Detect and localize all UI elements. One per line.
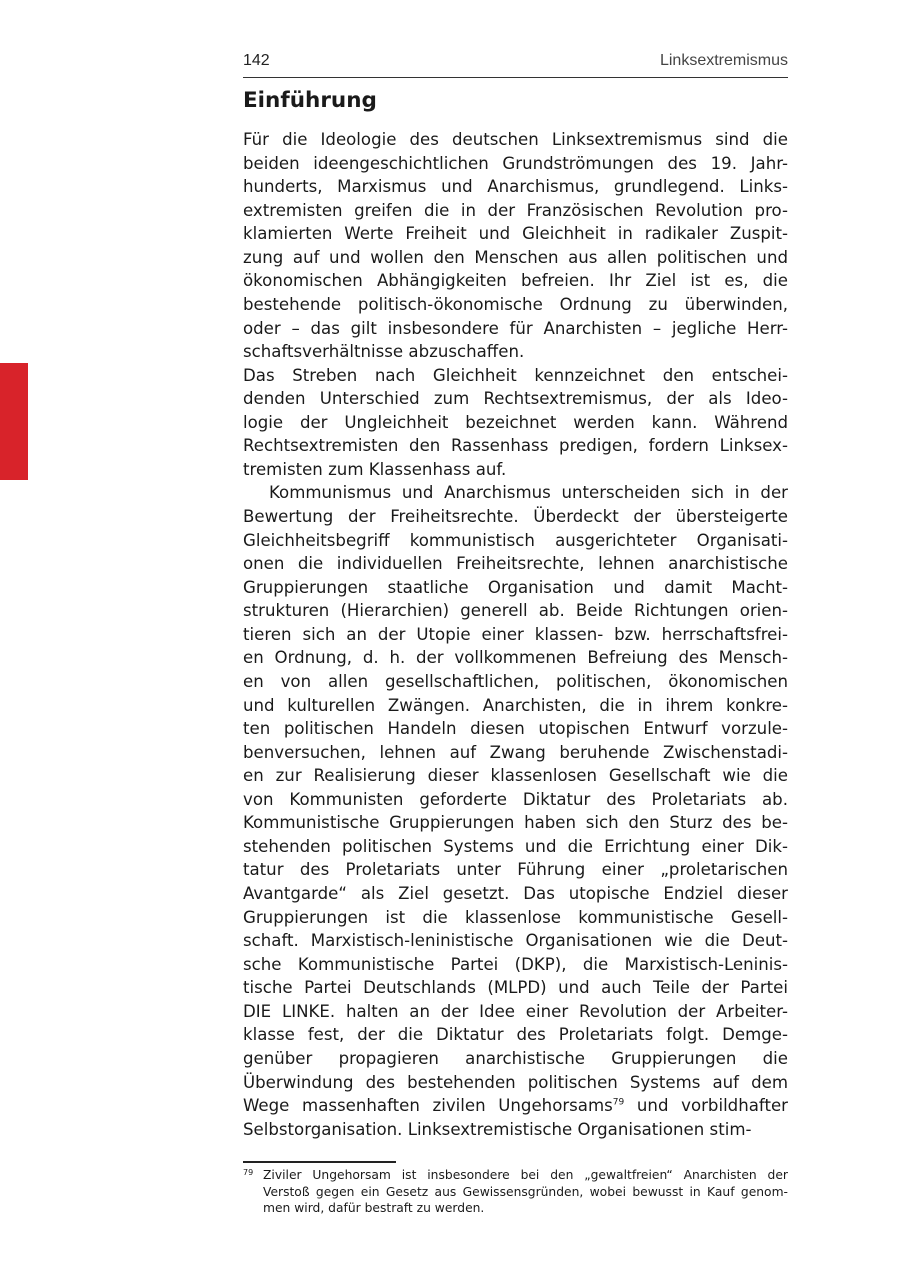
body-line: Bewertung der Freiheitsrechte. Überdeckt der übersteigerte: [243, 507, 788, 526]
body-line: hunderts, Marxismus und Anarchismus, grundlegend. Links-: [243, 177, 788, 197]
body-line: klamierten Werte Freiheit und Gleichheit in radikaler Zuspit-: [243, 224, 788, 244]
footnote-rule: [243, 1161, 396, 1163]
body-line: ten politischen Handeln diesen utopischen Entwurf vorzule-: [243, 719, 788, 739]
body-line: Kommunistische Gruppierungen haben sich den Sturz des be-: [243, 813, 788, 833]
body-line: extremisten greifen die in der Französischen Revolution pro-: [243, 200, 788, 220]
footnote-line: Verstoß gegen ein Gesetz aus Gewissensgründen, wobei bewusst in Kauf genom-: [263, 1184, 788, 1199]
body-line: bestehende politisch-ökonomische Ordnung zu überwinden,: [243, 294, 788, 314]
chapter-tab-marker: [0, 363, 28, 480]
footnote-reference[interactable]: 79: [612, 1097, 625, 1108]
footnote-line: men wird, dafür bestraft zu werden.: [263, 1201, 485, 1215]
body-line: DIE LINKE. halten an der Idee einer Revolution der Arbeiter-: [243, 1001, 788, 1021]
body-line: tische Partei Deutschlands (MLPD) und auch Teile der Partei: [243, 978, 788, 998]
body-line: benversuchen, lehnen auf Zwang beruhende Zwischenstadi-: [243, 742, 788, 762]
body-line: tatur des Proletariats unter Führung einer „proletarischen: [243, 860, 788, 880]
body-text: [243, 128, 788, 1141]
footnote-line: Ziviler Ungehorsam ist insbesondere bei den „gewaltfreien“ Anarchisten der: [263, 1168, 788, 1182]
section-heading: Einführung: [243, 88, 377, 113]
body-line: Kommunismus und Anarchismus unterscheiden sich in der: [269, 483, 788, 503]
body-line: oder – das gilt insbesondere für Anarchisten – jegliche Herr-: [243, 318, 788, 338]
body-line: Avantgarde“ als Ziel gesetzt. Das utopische Endziel dieser: [243, 884, 788, 903]
body-line: beiden ideengeschichtlichen Grundströmungen des 19. Jahr-: [243, 153, 788, 173]
body-line: logie der Ungleichheit bezeichnet werden kann. Während: [243, 412, 788, 432]
body-line: en zur Realisierung dieser klassenlosen Gesellschaft wie die: [243, 766, 788, 786]
body-line: Gleichheitsbegriff kommunistisch ausgerichteter Organisati-: [243, 530, 788, 550]
body-line: Wege massenhaften zivilen Ungehorsams$^{79}$ und vorbildhafter: [243, 1096, 788, 1116]
body-line: denden Unterschied zum Rechtsextremismus, der als Ideo-: [243, 389, 788, 409]
header-rule: [243, 77, 788, 78]
body-line: zung auf und wollen den Menschen aus allen politischen und: [243, 247, 788, 267]
body-line: Das Streben nach Gleichheit kennzeichnet den entschei-: [243, 365, 788, 385]
body-line: tremisten zum Klassenhass auf.: [243, 459, 507, 479]
body-line: en von allen gesellschaftlichen, politischen, ökonomischen: [243, 671, 788, 691]
body-line: schaft. Marxistisch-leninistische Organisationen wie die Deut-: [243, 931, 788, 951]
body-line: schaftsverhältnisse abzuschaffen.: [243, 342, 525, 362]
body-line: Gruppierungen staatliche Organisation und damit Macht-: [243, 577, 788, 597]
body-line: Gruppierungen ist die klassenlose kommunistische Gesell-: [243, 907, 788, 927]
footnote-marker: 79: [243, 1168, 254, 1177]
footnote: [243, 1167, 788, 1217]
body-line: klasse fest, der die Diktatur des Proletariats folgt. Demge-: [243, 1025, 788, 1045]
running-title: Linksextremismus: [659, 52, 788, 69]
body-line: Rechtsextremisten den Rassenhass predigen, fordern Linksex-: [243, 436, 788, 456]
body-line: von Kommunisten geforderte Diktatur des Proletariats ab.: [243, 789, 788, 809]
body-line: stehenden politischen Systems und die Errichtung einer Dik-: [243, 836, 788, 856]
body-line: onen die individuellen Freiheitsrechte, lehnen anarchistische: [243, 554, 788, 574]
body-line: sche Kommunistische Partei (DKP), die Marxistisch-Leninis-: [243, 954, 788, 974]
body-line: Überwindung des bestehenden politischen Systems auf dem: [243, 1072, 788, 1092]
body-line: genüber propagieren anarchistische Gruppierungen die: [243, 1048, 788, 1068]
body-line: strukturen (Hierarchien) generell ab. Beide Richtungen orien-: [243, 601, 788, 621]
body-line: und kulturellen Zwängen. Anarchisten, die in ihrem konkre-: [243, 695, 788, 715]
page-header: [243, 52, 788, 76]
body-line: Selbstorganisation. Linksextremistische Organisationen stim-: [243, 1119, 752, 1139]
page-number: 142: [243, 52, 270, 69]
body-line: Für die Ideologie des deutschen Linksextremismus sind die: [243, 130, 788, 149]
body-line: tieren sich an der Utopie einer klassen- bzw. herrschaftsfrei-: [243, 624, 788, 644]
body-line: en Ordnung, d. h. der vollkommenen Befreiung des Mensch-: [243, 648, 788, 668]
body-line: ökonomischen Abhängigkeiten befreien. Ihr Ziel ist es, die: [243, 271, 788, 291]
